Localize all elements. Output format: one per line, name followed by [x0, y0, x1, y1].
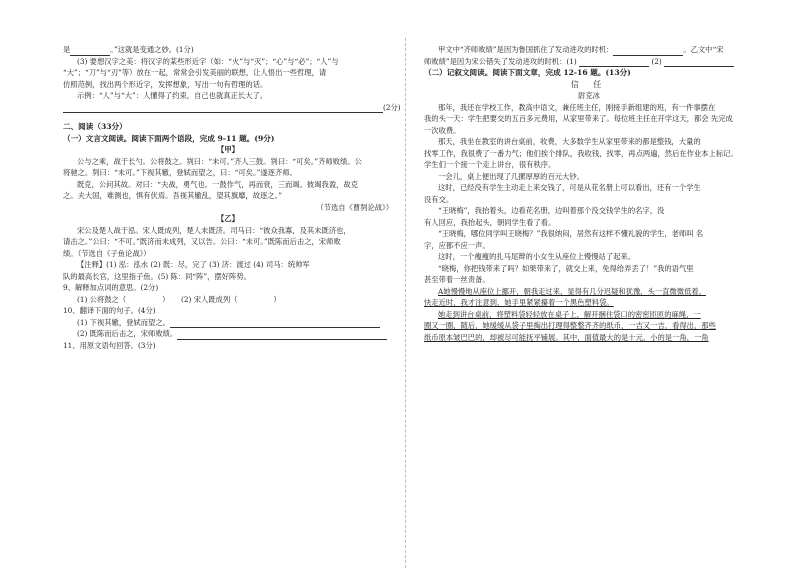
text-fragment: 师败绩”是因为宋公错失了发动进攻的时机：(1)	[424, 56, 577, 66]
article-line: 一会儿，桌上便出现了几摞厚厚的百元大钞。	[438, 171, 584, 181]
annotation-line: 队的最高长官，这里指子鱼。(5) 陈：同“阵”，摆好阵势。	[63, 271, 251, 281]
passage-source: （节选自《曹刿论战》）	[316, 202, 393, 212]
q9-item-2: (2) 宋人既成列（	[181, 294, 238, 304]
question-9: 9、解释加点词的意思。(2分)	[63, 283, 159, 292]
article-line: 这时，已经没有学生主动走上来交钱了，可是从花名册上可以看出，还有一个学生	[438, 183, 701, 192]
answer-blank[interactable]	[613, 46, 683, 56]
article-line: “晓梅，你把钱带来了吗？如果带来了，就交上来，免得给弄丢了！”我的语气里	[438, 263, 694, 273]
article-title: 信 任	[570, 79, 608, 89]
article-author: 尉克冰	[578, 91, 600, 100]
article-line-underlined: 圈又一圈，随后，她缓缓从袋子里掏出打理得整整齐齐的纸币，一吉又一吉，看得出，那些	[424, 321, 716, 330]
article-line: 那年，我还在学校工作，教高中语文，兼任班主任，刚接手新组建的班，有一件事摆在	[438, 102, 716, 112]
article-line: 我的头一天：学生把要交的五百多元费用，从家里带来了。每位班主任在开学这天，都会 先完成	[424, 114, 733, 123]
text-fragment: (2)	[651, 56, 662, 66]
paren-close: ）	[162, 294, 170, 304]
article-line: 有人回应，我抬起头，朝同学生看了看。	[424, 217, 556, 227]
annotation-line: 【注释】(1) 泓：泓水 (2) 既：尽，完了 (3) 济：渡过 (4) 司马：统帅军	[77, 260, 310, 269]
paren-close: ）	[273, 294, 281, 304]
answer-blank[interactable]	[170, 318, 380, 328]
article-line-underlined: 纸币原本皱巴巴的，却被尽可能抚平铺展。其中，面值最大的是十元，小的是一角，一角	[424, 332, 709, 342]
q10-sentence-1: (1) 下视其辙，登轼而望之。	[77, 317, 170, 327]
answer-blank[interactable]	[579, 57, 649, 67]
score: (2分)	[383, 102, 401, 112]
subsection-heading: （二）记叙文阅读。阅读下面文章，完成 12-16 题。(13分)	[424, 68, 631, 77]
article-line: “王晓梅”，我抬着头，边看花名册，边叫着那个没交钱学生的名字，没	[438, 206, 665, 215]
passage-line: 请击之。”公曰：“不可。”既济而未成列，又以告。公曰：“未可。”既陈而后击之，宋师败	[63, 237, 341, 246]
question-11: 11、用原文语句回答。(3分)	[63, 340, 156, 350]
answer-blank[interactable]	[177, 330, 387, 340]
article-line: 没有交。	[424, 194, 454, 204]
q2-tail	[63, 44, 393, 56]
text-fragment: 。”这就是变通之妙。(1分)	[110, 45, 194, 54]
q10-item-1	[63, 317, 393, 329]
article-line-underlined: 快走近时，我才注意到，她手里紧紧攥着一个黑色塑料袋。	[424, 298, 614, 307]
q3-line-1: (3) 要想汉字之美：将汉字的某些形近字（如：“火”与“灭”；“心”与“必”；“人”与	[77, 56, 339, 66]
article-line: 这时，一个瘦瘦的扎马尾辫的小女生从座位上慢慢站了起来。	[438, 252, 636, 261]
q10-item-2	[63, 328, 393, 340]
passage-yi-label: 【乙】	[217, 214, 239, 223]
passage-line: 之。夫大国，难测也，惧有伏焉。吾视其辙乱，望其旗靡，故逐之。”	[63, 191, 282, 200]
passage-line: 既克，公问其故。对曰：“夫战，勇气也。一鼓作气，再而衰，三而竭。彼竭我盈，故克	[77, 179, 359, 189]
article-line: 学生们一个接一个走上讲台，很有秩序。	[424, 160, 556, 169]
answer-blank[interactable]	[63, 103, 383, 113]
q10-sentence-2: (2) 既陈而后击之，宋师败绩。	[77, 329, 178, 338]
q9-item-1: (1) 公将鼓之（	[77, 294, 127, 304]
answer-blank[interactable]	[664, 57, 734, 67]
passage-line: 绩。（节选自《子鱼论战》）	[63, 248, 151, 258]
article-line: 一次收费。	[424, 125, 461, 135]
article-line: 甚至带着一丝责备。	[424, 275, 490, 284]
passage-line: 宋公及楚人战于泓。宋人既成列，楚人未既济。司马曰：“彼众我寡，及其未既济也，	[77, 225, 351, 235]
article-line: 那天，我坐在教室的讲台桌前，收费，大多数学生从家里带来的都是整钱，大量的	[438, 137, 701, 146]
article-line: 找零工作，我很费了一番力气；他们挨个排队，我收钱，找零，再点两遍，然后在作业本上标记。	[424, 148, 738, 158]
passage-jia-label: 【甲】	[217, 145, 239, 154]
q3-line-2: “大”；“刀”与“刃”等）放在一起，常常会引发美丽的联想，让人悟出一些哲理，请	[63, 68, 327, 77]
subsection-heading: （一）文言文阅读。阅读下面两个语段，完成 9-11 题。(9分)	[63, 133, 275, 143]
column-divider	[405, 38, 406, 568]
section-heading: 二、阅读（33分）	[63, 122, 127, 131]
left-column	[63, 44, 401, 351]
q3-answer-line	[63, 102, 401, 114]
text-fragment: 甲文中“齐师败绩”是因为鲁国抓住了发动进攻的时机：	[438, 45, 614, 54]
right-column	[424, 44, 754, 343]
text-fragment: 是	[63, 45, 71, 54]
passage-line: 将驰之。刿曰：“未可。”下视其辙，登轼而望之，曰：“可矣。”遂逐齐师。	[63, 168, 297, 177]
question-9-items	[63, 294, 393, 306]
article-line-underlined: 她走到讲台桌前，将塑料袋轻轻放在桌子上，解开捆住袋口的密密匝匝的麻绳，一	[438, 309, 701, 319]
question-10: 10、翻译下面的句子。(4分)	[63, 306, 156, 315]
article-line: 字，应都不应一声。	[424, 240, 490, 250]
q11-line-1	[424, 44, 754, 56]
q3-line-3: 仿照范例，找出两个形近字，发挥想象，写出一句有哲理的话。	[63, 79, 268, 89]
q3-example: 示例：“人”与“大”：人懂得了约束，自己也就真正长大了。	[77, 91, 268, 100]
article-line: “王晓梅，哪位同学叫王晓梅？”我很纳闷，居然有这样不懂礼貌的学生，老师叫 名	[438, 229, 704, 238]
article-line-underlined: A她慢慢地从座位上挪开，朝我走过来，显得有几分迟疑和犹豫，头一直微微低着。	[438, 286, 706, 296]
q11-line-2	[424, 56, 754, 68]
answer-blank[interactable]	[70, 46, 110, 56]
passage-line: 公与之乘，战于长勺。公将鼓之。刿曰：“未可。”齐人三鼓。刿曰：“可矣。”齐师败绩。公	[77, 156, 362, 166]
text-fragment: 。乙文中“宋	[683, 45, 724, 54]
